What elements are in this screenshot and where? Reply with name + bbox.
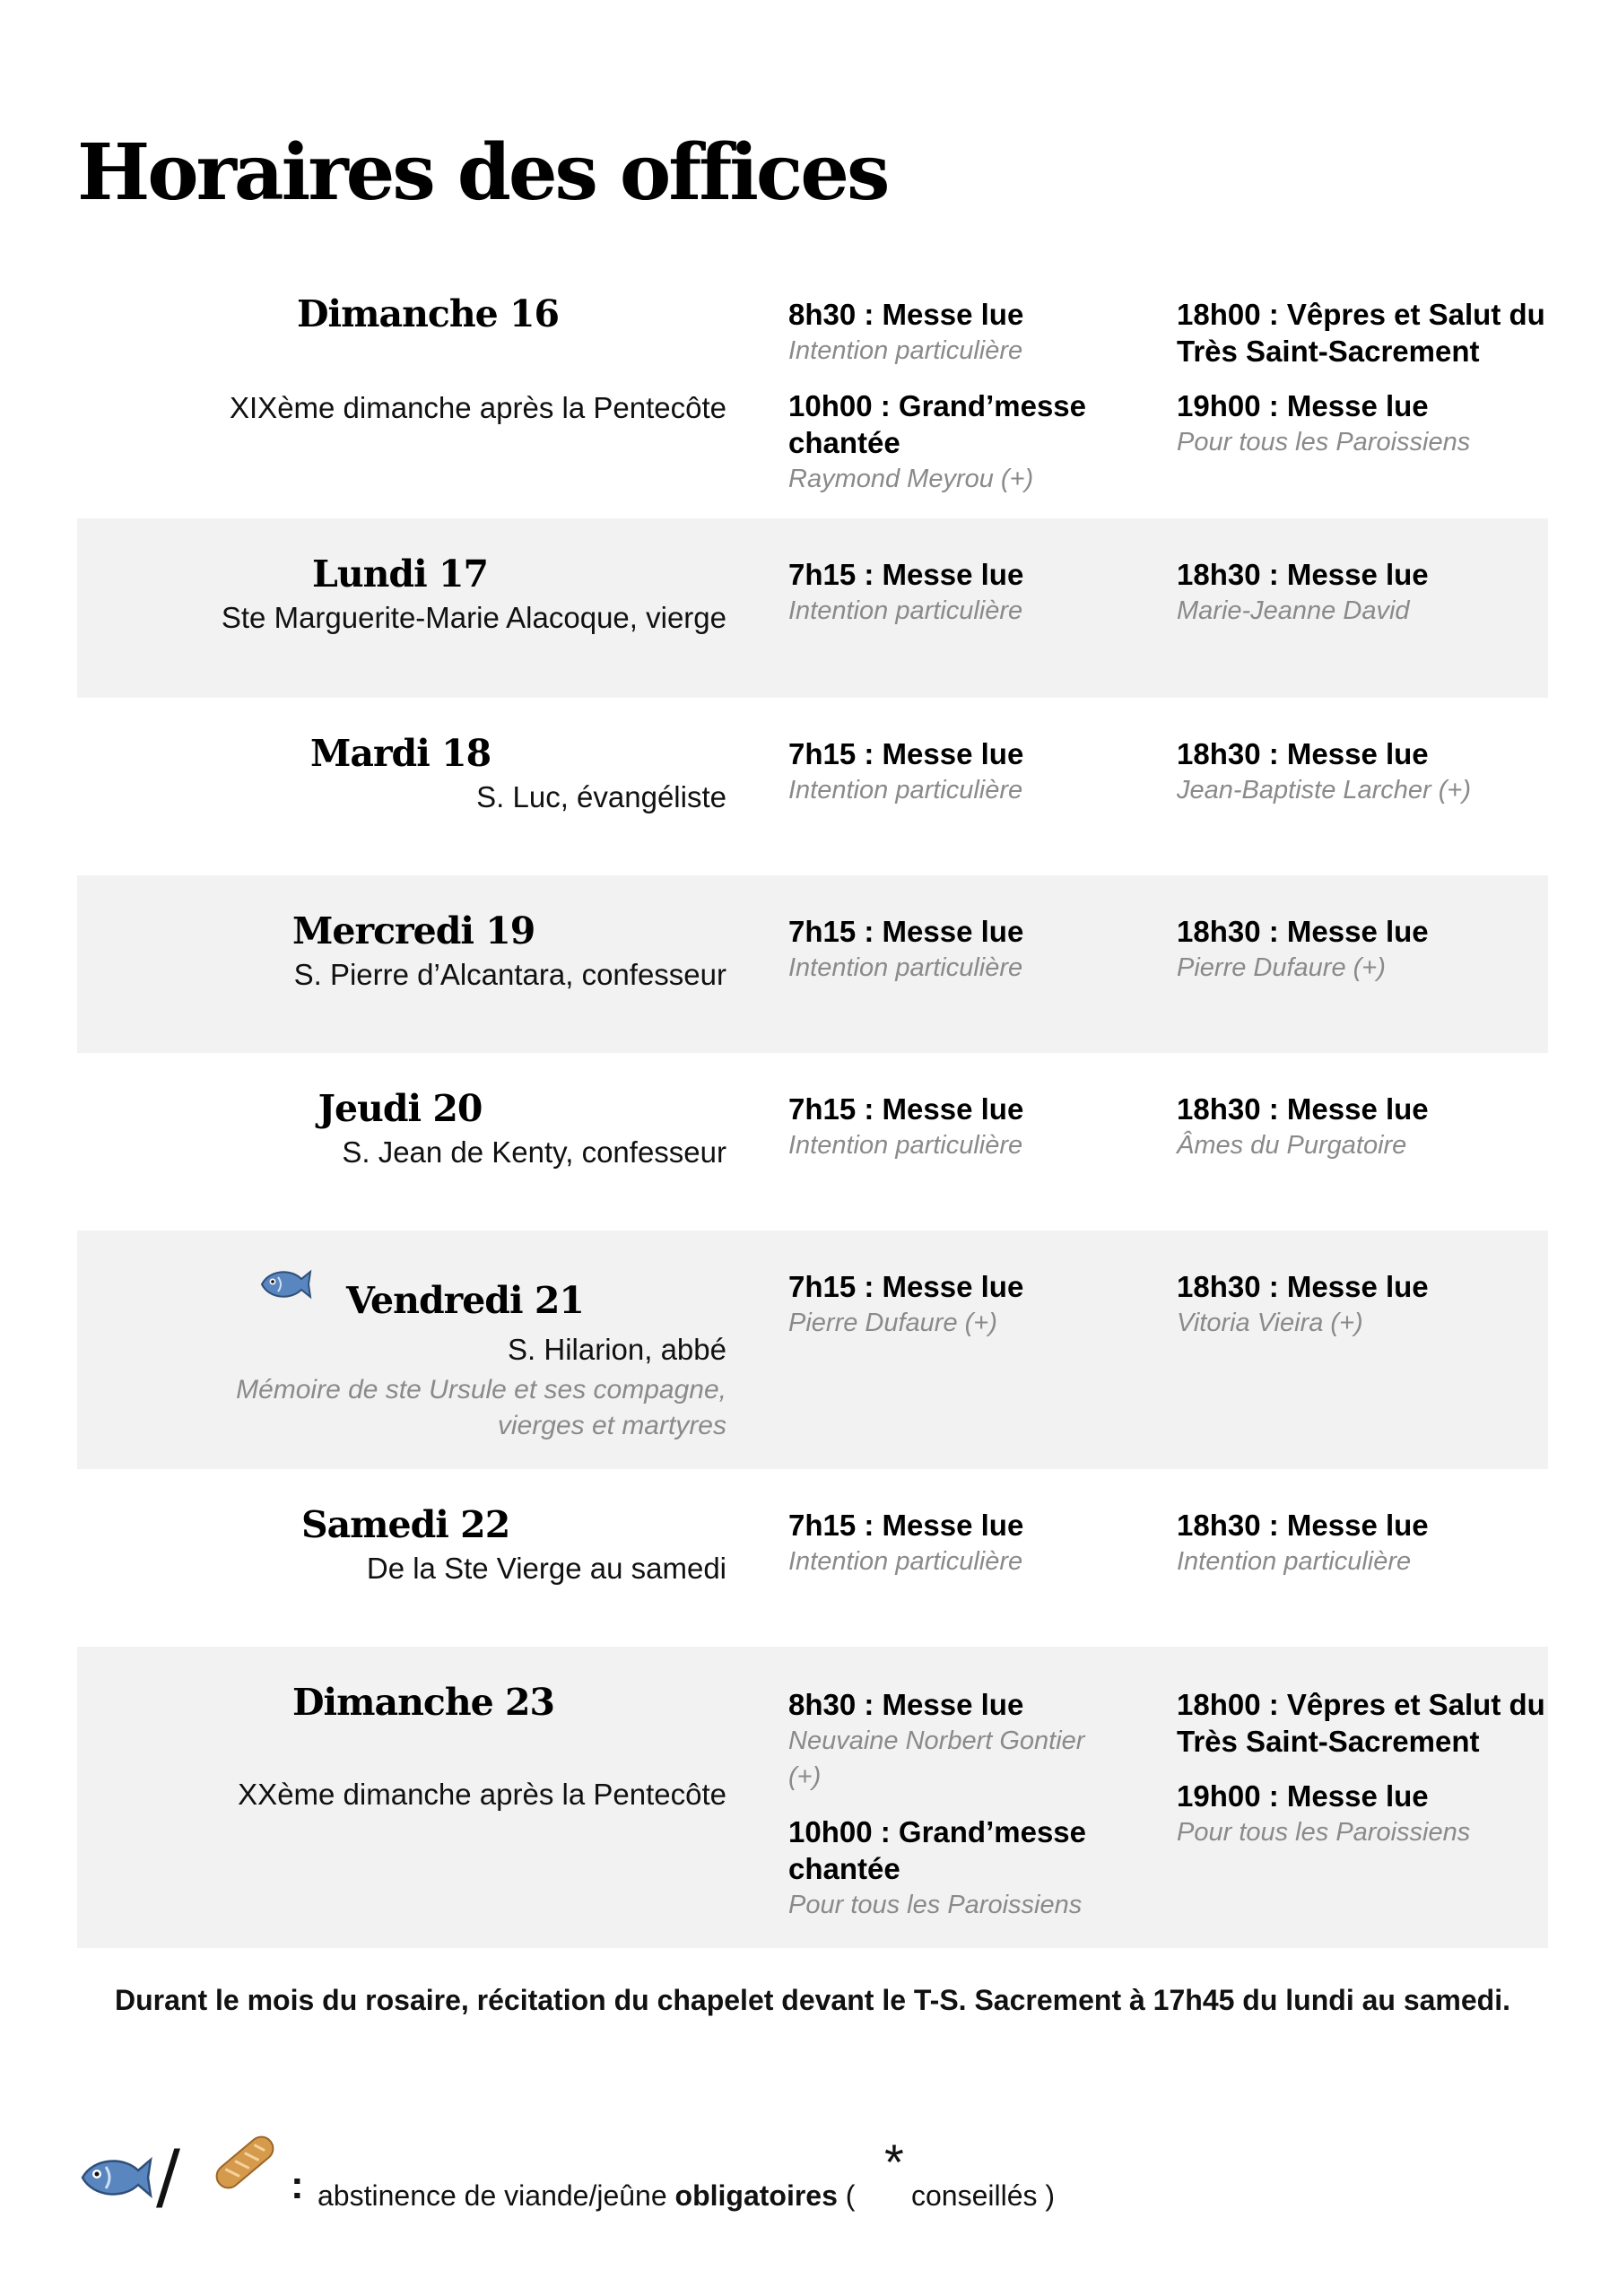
service-slot (1177, 1507, 1535, 1579)
day-row-mardi-18 (77, 698, 1548, 875)
service-time: 18h30 : Messe lue (1177, 1509, 1429, 1542)
rosary-note: Durant le mois du rosaire, récitation du chapelet devant le T-S. Sacrement à 17h45 du lundi au samedi. (115, 1984, 1510, 2016)
day-row-dimanche-16 (77, 278, 1548, 518)
day-name: Dimanche 23 (292, 1681, 555, 1724)
service-time: 7h15 : Messe lue (788, 1270, 1024, 1303)
day-name: Lundi 17 (311, 552, 489, 596)
legend-slash: / (156, 2135, 180, 2218)
service-time: 10h00 : Grand’messe chantée (788, 389, 1086, 459)
service-time: 18h30 : Messe lue (1177, 915, 1429, 948)
service-time: 7h15 : Messe lue (788, 1092, 1024, 1126)
day-row-jeudi-20 (77, 1053, 1548, 1231)
day-row-lundi-17 (77, 518, 1548, 698)
service-slot (788, 1507, 1147, 1579)
day-name: Mardi 18 (310, 732, 491, 775)
service-intention: Raymond Meyrou (+) (788, 465, 1034, 493)
legend-text-bold: obligatoires (674, 2179, 838, 2212)
service-intention: Pour tous les Paroissiens (1177, 1818, 1471, 1847)
service-time: 19h00 : Messe lue (1177, 1779, 1429, 1813)
service-time: 8h30 : Messe lue (788, 1688, 1024, 1721)
service-intention: Vitoria Vieira (+) (1177, 1309, 1363, 1337)
feast-label: De la Ste Vierge au samedi (366, 1552, 726, 1585)
day-name: Samedi 22 (301, 1503, 510, 1546)
service-intention: Âmes du Purgatoire (1177, 1131, 1407, 1160)
service-intention: Pierre Dufaure (+) (788, 1309, 997, 1337)
legend-text-a: abstinence de viande/jeûne (318, 2179, 675, 2212)
service-intention: Intention particulière (788, 336, 1023, 365)
service-slot (788, 556, 1147, 629)
service-slot (1177, 556, 1535, 629)
feast-label: S. Hilarion, abbé (508, 1333, 726, 1366)
service-slot (1177, 735, 1535, 808)
service-slot (1177, 913, 1535, 986)
day-name: Vendredi 21 (346, 1279, 584, 1322)
service-intention: Neuvaine Norbert Gontier (+) (788, 1726, 1085, 1791)
day-name: Jeudi 20 (318, 1087, 483, 1130)
day-row-mercredi-19 (77, 875, 1548, 1053)
service-intention: Jean-Baptiste Larcher (+) (1177, 776, 1472, 804)
day-row-samedi-22 (77, 1469, 1548, 1647)
service-slot (1177, 1778, 1535, 1850)
bread-icon (208, 2126, 282, 2199)
legend-text-paren: ( (837, 2179, 856, 2212)
service-intention: Pour tous les Paroissiens (1177, 428, 1471, 457)
service-intention: Intention particulière (788, 1131, 1023, 1160)
service-time: 7h15 : Messe lue (788, 558, 1024, 591)
service-time: 18h00 : Vêpres et Salut du Très Saint-Sacrement (1177, 1688, 1545, 1758)
feast-label: XXème dimanche après la Pentecôte (238, 1778, 726, 1811)
service-slot (1177, 296, 1553, 370)
service-intention: Intention particulière (1177, 1547, 1412, 1576)
feast-label: S. Pierre d’Alcantara, confesseur (293, 958, 726, 991)
service-slot (788, 387, 1111, 497)
service-slot (788, 1268, 1147, 1341)
memoire-note: Mémoire de ste Ursule et ses compagne, vierges et martyres (236, 1375, 726, 1440)
service-time: 7h15 : Messe lue (788, 915, 1024, 948)
service-time: 7h15 : Messe lue (788, 737, 1024, 770)
service-slot (1177, 1686, 1553, 1760)
service-slot (788, 1686, 1120, 1795)
service-time: 18h00 : Vêpres et Salut du Très Saint-Sacrement (1177, 298, 1545, 368)
service-time: 18h30 : Messe lue (1177, 558, 1429, 591)
service-time: 10h00 : Grand’messe chantée (788, 1815, 1086, 1885)
service-time: 18h30 : Messe lue (1177, 1092, 1429, 1126)
service-slot (788, 735, 1147, 808)
asterisk-icon: * (884, 2134, 904, 2190)
day-name: Mercredi 19 (292, 909, 535, 952)
feast-label: XIXème dimanche après la Pentecôte (230, 391, 726, 424)
service-intention: Intention particulière (788, 776, 1023, 804)
service-intention: Intention particulière (788, 953, 1023, 982)
feast-label: Ste Marguerite-Marie Alacoque, vierge (221, 601, 726, 634)
legend-text (318, 2179, 855, 2213)
service-slot (788, 913, 1147, 986)
page-title: Horaires des offices (77, 127, 888, 218)
day-name: Dimanche 16 (297, 292, 560, 335)
service-slot (1177, 1268, 1535, 1341)
service-time: 19h00 : Messe lue (1177, 389, 1429, 422)
service-intention: Intention particulière (788, 596, 1023, 625)
service-intention: Marie-Jeanne David (1177, 596, 1410, 625)
day-row-vendredi-21 (77, 1231, 1548, 1469)
fish-icon (77, 2151, 152, 2205)
service-time: 18h30 : Messe lue (1177, 1270, 1429, 1303)
service-intention: Intention particulière (788, 1547, 1023, 1576)
service-time: 7h15 : Messe lue (788, 1509, 1024, 1542)
service-slot (1177, 387, 1535, 460)
service-time: 8h30 : Messe lue (788, 298, 1024, 331)
service-slot (1177, 1091, 1535, 1163)
service-slot (788, 1813, 1111, 1923)
service-slot (788, 296, 1147, 369)
service-slot (788, 1091, 1147, 1163)
feast-label: S. Luc, évangéliste (476, 780, 726, 813)
fish-icon (257, 1265, 312, 1304)
legend (77, 2126, 1243, 2224)
service-intention: Pierre Dufaure (+) (1177, 953, 1386, 982)
day-row-dimanche-23 (77, 1647, 1548, 1948)
legend-colon: : (291, 2163, 304, 2207)
service-intention: Pour tous les Paroissiens (788, 1891, 1083, 1919)
feast-label: S. Jean de Kenty, confesseur (342, 1135, 726, 1169)
service-time: 18h30 : Messe lue (1177, 737, 1429, 770)
legend-conseilles: conseillés ) (911, 2179, 1056, 2212)
